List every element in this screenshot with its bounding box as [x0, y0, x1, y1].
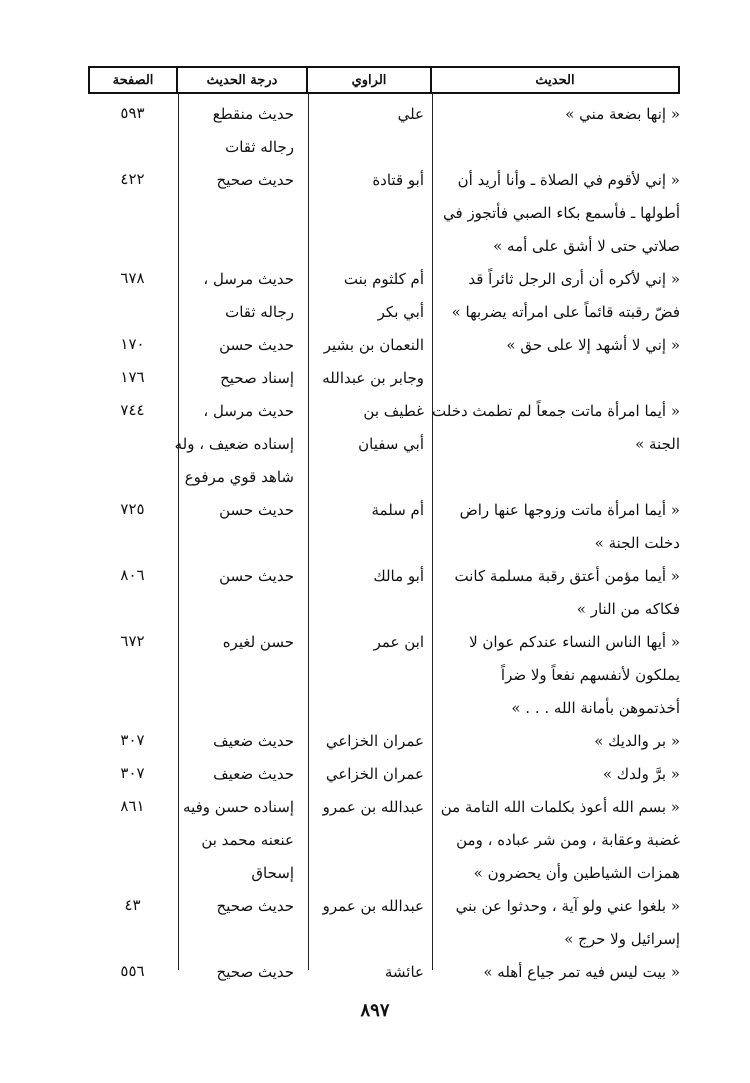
hadith-text: « بسم الله أعوذ بكلمات الله التامة من: [440, 798, 680, 816]
narrator-text: النعمان بن بشير: [323, 336, 424, 354]
grade-text: إسناده ضعيف ، وله: [174, 435, 294, 453]
narrator-text: أبي سفيان: [358, 435, 424, 453]
grade-text: عنعنه محمد بن: [201, 831, 294, 849]
grade-text: حديث حسن: [219, 336, 294, 354]
page-ref: ٤٢٢: [120, 170, 145, 188]
hadith-text: « أيها الناس النساء عندكم عوان لا: [469, 633, 680, 651]
hadith-text: إسرائيل ولا حرج »: [564, 930, 680, 948]
hadith-text: أخذتموهن بأمانة الله . . . »: [511, 699, 680, 717]
page-ref: ٧٤٤: [120, 401, 145, 419]
hadith-text: « إني لأقوم في الصلاة ـ وأنا أريد أن: [457, 171, 680, 189]
grade-text: حديث ضعيف: [213, 765, 294, 783]
page-ref: ٥٥٦: [120, 962, 145, 980]
narrator-text: عائشة: [384, 963, 424, 981]
page-ref: ٣٠٧: [120, 731, 145, 749]
hadith-text: فضّ رقبته قائماً على امرأته يضربها »: [451, 303, 680, 321]
page-number: ٨٩٧: [360, 1000, 390, 1021]
hadith-text: « إني لأكره أن أرى الرجل ثائراً قد: [468, 270, 680, 288]
page-ref: ٣٠٧: [120, 764, 145, 782]
hadith-text: « بلغوا عني ولو آية ، وحدثوا عن بني: [455, 897, 680, 915]
narrator-text: عبدالله بن عمرو: [322, 897, 424, 915]
grade-text: حديث ضعيف: [213, 732, 294, 750]
hadith-text: « برَّ ولدك »: [602, 765, 680, 783]
header-narrator-label: الراوي: [351, 72, 387, 88]
narrator-text: أبو قتادة: [372, 171, 424, 189]
hadith-text: فكاكه من النار »: [576, 600, 680, 618]
grade-text: إسناد صحيح: [220, 369, 294, 387]
hadith-text: غضبة وعقابة ، ومن شر عباده ، ومن: [456, 831, 680, 849]
page-ref: ٤٣: [124, 896, 141, 914]
narrator-text: عمران الخزاعي: [325, 732, 424, 750]
page-ref: ٧٢٥: [120, 500, 145, 518]
grade-text: إسناده حسن وفيه: [183, 798, 294, 816]
hadith-text: « أيما امرأة ماتت وزوجها عنها راض: [459, 501, 680, 519]
grade-text: رجاله ثقات: [225, 303, 294, 321]
column-divider: [432, 94, 433, 970]
grade-text: شاهد قوي مرفوع: [184, 468, 294, 486]
page-ref: ٨٠٦: [120, 566, 145, 584]
grade-text: رجاله ثقات: [225, 138, 294, 156]
header-hadith: [432, 66, 680, 94]
header-page-label: الصفحة: [112, 72, 154, 88]
page-ref: ١٧٦: [120, 368, 145, 386]
header-hadith-label: الحديث: [535, 72, 575, 88]
narrator-text: عبدالله بن عمرو: [322, 798, 424, 816]
grade-text: حديث حسن: [219, 567, 294, 585]
header-narrator: [308, 66, 432, 94]
hadith-text: همزات الشياطين وأن يحضرون »: [473, 864, 680, 882]
grade-text: حسن لغيره: [222, 633, 294, 651]
header-grade-label: درجة الحديث: [206, 72, 278, 88]
grade-text: حديث مرسل ،: [203, 270, 294, 288]
hadith-text: « إنها بضعة مني »: [565, 105, 680, 123]
grade-text: إسحاق: [251, 864, 294, 882]
page-ref: ٦٧٨: [120, 269, 145, 287]
hadith-text: دخلت الجنة »: [594, 534, 680, 552]
hadith-text: صلاتي حتى لا أشق على أمه »: [493, 237, 680, 255]
column-divider: [308, 94, 309, 970]
narrator-text: أم سلمة: [371, 501, 424, 519]
header-grade: [178, 66, 308, 94]
header-page: [88, 66, 178, 94]
hadith-text: أطولها ـ فأسمع بكاء الصبي فأتجوز في: [443, 204, 680, 222]
narrator-text: علي: [397, 105, 424, 123]
narrator-text: أم كلثوم بنت: [343, 270, 424, 288]
grade-text: حديث صحيح: [216, 897, 294, 915]
hadith-text: « إني لا أشهد إلا على حق »: [506, 336, 680, 354]
column-divider: [178, 94, 179, 970]
page-ref: ٥٩٣: [120, 104, 145, 122]
hadith-text: « أيما امرأة ماتت جمعاً لم تطمث دخلت: [432, 402, 680, 420]
grade-text: حديث منقطع: [212, 105, 294, 123]
hadith-text: « بيت ليس فيه تمر جياع أهله »: [483, 963, 680, 981]
grade-text: حديث صحيح: [216, 963, 294, 981]
page-ref: ٦٧٢: [120, 632, 145, 650]
grade-text: حديث صحيح: [216, 171, 294, 189]
page-ref: ١٧٠: [120, 335, 145, 353]
page-ref: ٨٦١: [120, 797, 145, 815]
narrator-text: وجابر بن عبدالله: [322, 369, 424, 387]
hadith-text: الجنة »: [635, 435, 680, 453]
narrator-text: أبو مالك: [373, 567, 424, 585]
hadith-text: يملكون لأنفسهم نفعاً ولا ضراً: [500, 666, 680, 684]
hadith-text: « أيما مؤمن أعتق رقبة مسلمة كانت: [454, 567, 680, 585]
hadith-text: « بر والديك »: [594, 732, 680, 750]
narrator-text: ابن عمر: [373, 633, 424, 651]
narrator-text: أبي بكر: [377, 303, 424, 321]
narrator-text: عمران الخزاعي: [325, 765, 424, 783]
narrator-text: غطيف بن: [363, 402, 424, 420]
grade-text: حديث حسن: [219, 501, 294, 519]
grade-text: حديث مرسل ،: [203, 402, 294, 420]
